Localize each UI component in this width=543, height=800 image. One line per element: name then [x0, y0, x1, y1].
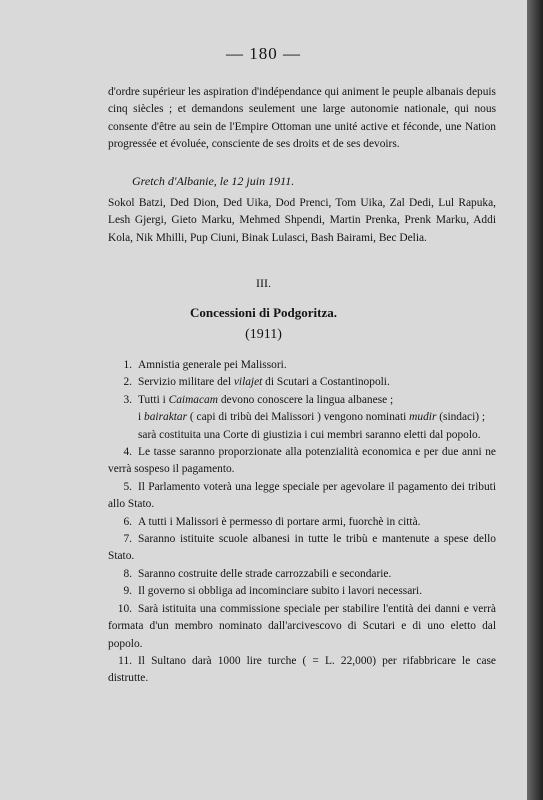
list-item — [108, 357, 496, 374]
list-item — [108, 479, 496, 514]
item-number: 9. — [123, 585, 132, 598]
item-text: Saranno costruite delle strade carrozzabili e secondarie. — [138, 567, 392, 580]
list-item — [108, 514, 496, 531]
item-text: Saranno istituite scuole albanesi in tutte le tribù e mantenute a spese dello Stato. — [108, 533, 496, 563]
item-text: Il Sultano darà 1000 lire turche ( = L. 22,000) per rifabbricare le case distrutte. — [108, 654, 496, 685]
list-item — [108, 583, 496, 600]
signatories-list: Sokol Batzi, Ded Dion, Ded Uika, Dod Prenci, Tom Uika, Zal Dedi, Lul Rapuka, Lesh Gjergi, Gieto Marku, Mehmed Shpendi, Martin Prenka, Prenk Marku, Addi Kola, Nik Mhilli, Pup Ciuni, Binak Lulasci, Bash Bairami, Bec Delia. — [108, 197, 496, 244]
item-text: di Scutari a Costantinopoli. — [262, 376, 390, 389]
item-number: 2. — [123, 376, 132, 389]
item-number: 7. — [123, 533, 132, 546]
book-spine-edge — [527, 0, 543, 800]
item-number: 10. — [117, 602, 132, 615]
item-text: A tutti i Malissori è permesso di portare armi, fuorchè in città. — [138, 515, 421, 528]
item-text: Servizio militare del — [138, 376, 234, 389]
item-text-italic: mudir — [409, 411, 437, 424]
item-number: 1. — [123, 359, 132, 371]
item-number: 3. — [123, 393, 132, 406]
item-number: 8. — [123, 567, 132, 580]
list-item — [108, 444, 496, 479]
signoff-line: Gretch d'Albanie, le 12 juin 1911. — [132, 174, 295, 188]
item-text: i — [138, 411, 145, 424]
list-item — [108, 601, 496, 653]
item-text: Le tasse saranno proporzionate alla potenzialità economica e per due anni ne verrà sospeso il pagamento. — [108, 446, 496, 476]
item-number: 4. — [123, 446, 132, 459]
section-year: (1911) — [245, 327, 282, 342]
item-text: Tutti i — [138, 393, 169, 406]
item-text: Amnistia generale pei Malissori. — [138, 359, 287, 371]
item-number: 11. — [118, 654, 132, 667]
list-item — [108, 566, 496, 583]
item-text: Sarà istituita una commissione speciale per stabilire l'entità dei danni e verrà formata d'un membro nominato dall'arcivescovo di Scutari e di uno eletto dal popolo. — [108, 602, 496, 650]
item-text-italic: Caimacam — [168, 393, 218, 406]
item-number: 6. — [123, 515, 132, 528]
item-text: Il governo si obbliga ad incominciare subito i lavori necessari. — [138, 585, 423, 598]
section-numeral: III. — [256, 276, 271, 290]
list-item — [108, 531, 496, 566]
list-item — [108, 653, 496, 688]
item-text: Il Parlamento voterà una legge speciale per agevolare il pagamento dei tributi allo Stato. — [108, 480, 496, 511]
item-text: ( capi di tribù dei Malissori ) vengono nominati — [187, 411, 410, 424]
page-number: — 180 — — [226, 44, 301, 63]
item-text: (sindaci) ; — [436, 411, 486, 424]
item-text: devono conoscere la lingua albanese ; — [217, 393, 394, 406]
concessions-list — [108, 357, 496, 688]
item-text-italic: bairaktar — [144, 411, 188, 424]
item-number: 5. — [123, 480, 132, 493]
item-subclause: sarà costituita una Corte di giustizia i cui membri saranno eletti dal popolo. — [138, 428, 481, 441]
section-title: Concessioni di Podgoritza. — [190, 305, 337, 320]
item-subclause — [108, 409, 496, 426]
list-item — [108, 392, 496, 444]
item-text-italic: vilajet — [233, 376, 263, 389]
intro-paragraph: d'ordre supérieur les aspiration d'indépendance qui animent le peuple albanais depuis cinq siècles ; et demandons seulement une large autonomie nationale, qui nous consente d'être au sein de l'Empire Ottoman une unité active et féconde, une Nation progressée et évoluée, consciente de ses droits et de ses devoirs. — [108, 86, 496, 151]
list-item — [108, 374, 496, 391]
